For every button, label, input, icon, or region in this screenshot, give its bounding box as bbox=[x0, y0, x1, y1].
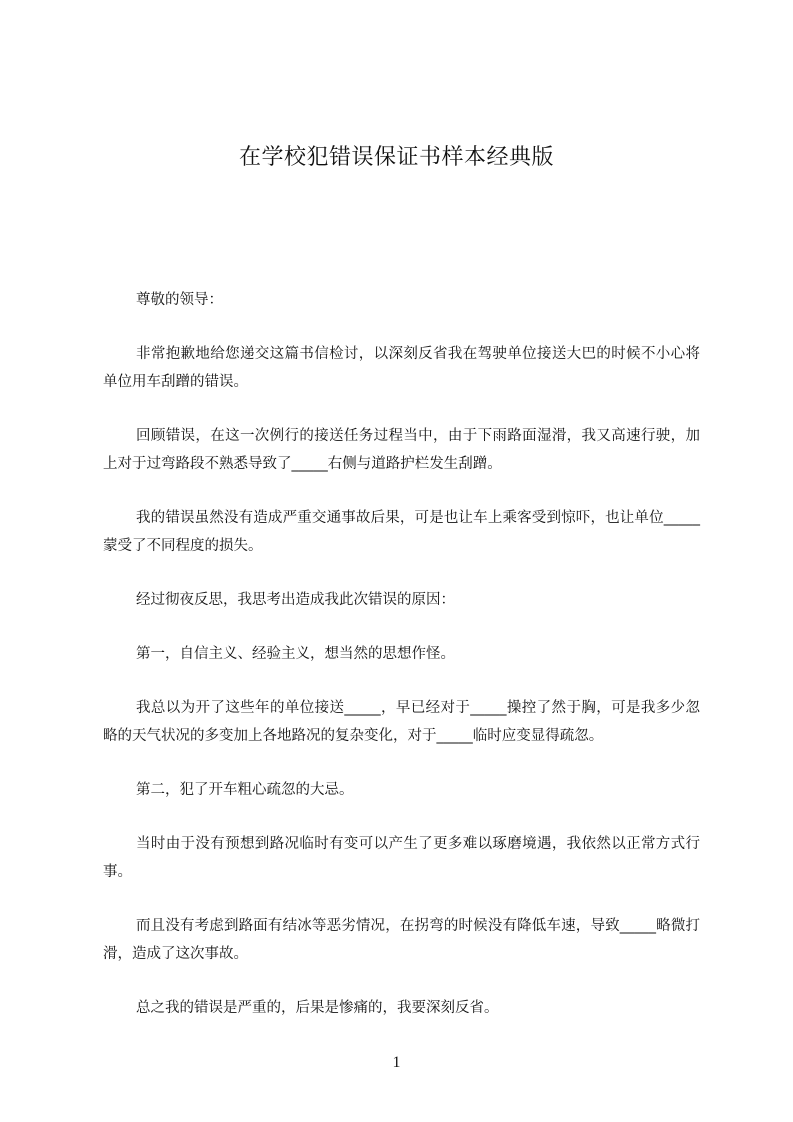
page-number: 1 bbox=[392, 1054, 401, 1071]
paragraph-gap bbox=[103, 614, 700, 640]
salutation: 尊敬的领导： bbox=[136, 292, 223, 308]
body-paragraph: 经过彻夜反思，我思考出造成我此次错误的原因： bbox=[136, 592, 455, 608]
paragraph-gap bbox=[103, 478, 700, 504]
paragraph-gap bbox=[103, 560, 700, 586]
body-paragraph: 回顾错误，在这一次例行的接送任务过程当中，由于下雨路面湿滑，我又高速行驶，加上对于过弯路段不熟悉导致了_____右侧与道路护栏发生刮蹭。 bbox=[103, 428, 700, 472]
body-paragraph: 我总以为开了这些年的单位接送_____，早已经对于_____操控了然于胸，可是我多少忽略的天气状况的多变加上各地路况的复杂变化，对于_____临时应变显得疏忽。 bbox=[103, 700, 700, 744]
body-paragraph: 而且没有考虑到路面有结冰等恶劣情况，在拐弯的时候没有降低车速，导致_____略微打滑，造成了这次事故。 bbox=[103, 918, 700, 962]
paragraph-gap bbox=[103, 314, 700, 340]
body-paragraph: 当时由于没有预想到路况临时有变可以产生了更多难以琢磨境遇，我依然以正常方式行事。 bbox=[103, 836, 700, 880]
body-paragraph: 第二，犯了开车粗心疏忽的大忌。 bbox=[136, 782, 354, 798]
paragraph-gap bbox=[103, 396, 700, 422]
paragraph-gap bbox=[103, 750, 700, 776]
paragraph-gap bbox=[103, 968, 700, 994]
paragraph-gap bbox=[103, 804, 700, 830]
paragraph-gap bbox=[103, 668, 700, 694]
document-title: 在学校犯错误保证书样本经典版 bbox=[238, 145, 554, 170]
paragraph-gap bbox=[103, 886, 700, 912]
body-paragraph: 第一，自信主义、经验主义，想当然的思想作怪。 bbox=[136, 646, 455, 662]
document-body bbox=[103, 286, 700, 1022]
body-paragraph: 总之我的错误是严重的，后果是惨痛的，我要深刻反省。 bbox=[136, 1000, 499, 1016]
body-paragraph: 我的错误虽然没有造成严重交通事故后果，可是也让车上乘客受到惊吓，也让单位_____蒙受了不同程度的损失。 bbox=[103, 510, 700, 554]
body-paragraph: 非常抱歉地给您递交这篇书信检讨，以深刻反省我在驾驶单位接送大巴的时候不小心将单位用车刮蹭的错误。 bbox=[103, 346, 700, 390]
